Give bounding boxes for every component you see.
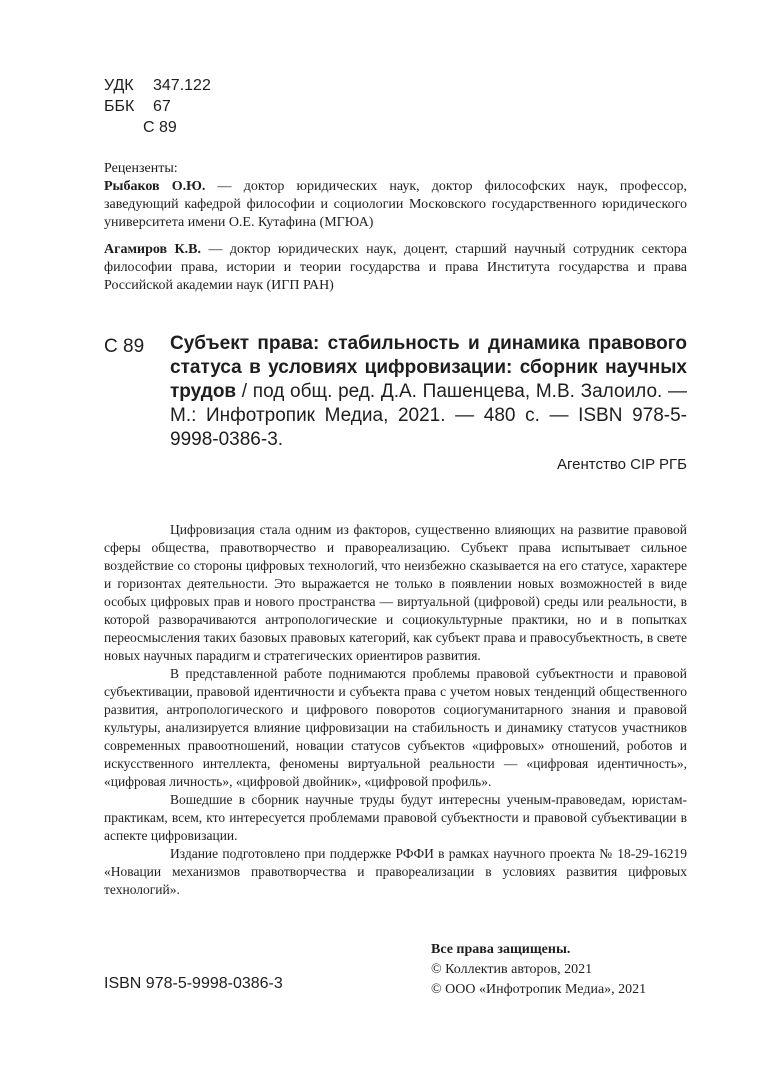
bibliographic-code: С 89 (104, 336, 145, 357)
catalog-block (104, 75, 211, 138)
copyright-block (431, 940, 646, 1000)
bbk-line (104, 96, 211, 117)
reviewers-heading: Рецензенты: (104, 161, 178, 176)
abstract-paragraph: В представленной работе поднимаются проблемы правовой субъектности и правовой субъективации, правовой идентичности и субъекта права с учетом новых тенденций общественного развития, антропологического и цифрового поворотов социогуманитарного знания и правовой культуры, анализируется влияние цифровизации на стабильность и динамику статусов участников современных правоотношений, новации статусов субъектов «цифровых» отношений, роботов и искусственного интеллекта, феномены виртуальной реальности — «цифровая идентичность», «цифровая личность», «цифровой двойник», «цифровой профиль». (104, 666, 687, 789)
udk-label: УДК (104, 77, 134, 94)
abstract-paragraph: Вошедшие в сборник научные труды будут интересны ученым-правоведам, юристам-практикам, всем, кто интересуется проблемами правовой субъектности и правовой субъективации в аспекте цифровизации. (104, 792, 687, 843)
reviewer-name: Агамиров К.В. (104, 242, 202, 257)
reviewer-name: Рыбаков О.Ю. (104, 179, 206, 194)
reviewer-description: — доктор юридических наук, доктор философских наук, профессор, заведующий кафедрой философии и социологии Московского государственного юридического университета имени О.Е. Кутафина (МГЮА) (104, 179, 687, 230)
publication-details: / под общ. ред. Д.А. Пашенцева, М.В. Залоило. — М.: Инфотропик Медиа, 2021. — 480 с. — ISBN 978-5-9998-0386-3. (170, 381, 687, 450)
reviewer-entry (104, 241, 687, 295)
udk-line (104, 75, 211, 96)
udk-value: 347.122 (153, 77, 211, 94)
isbn-line: ISBN 978-5-9998-0386-3 (104, 975, 283, 992)
author-mark: С 89 (143, 119, 177, 136)
copyright-publisher: © ООО «Инфотропик Медиа», 2021 (431, 982, 647, 997)
bbk-label: ББК (104, 98, 135, 115)
reviewer-entry (104, 178, 687, 232)
bbk-value: 67 (153, 98, 171, 115)
reviewer-description: — доктор юридических наук, доцент, старший научный сотрудник сектора философии права, истории и теории государства и права Института государства и права Российской академии наук (ИГП РАН) (104, 242, 688, 293)
abstract (104, 521, 687, 899)
abstract-paragraph: Издание подготовлено при поддержке РФФИ в рамках научного проекта № 18-29-16219 «Новации механизмов правотворчества и правореализации в условиях развития цифровых технологий». (104, 846, 687, 897)
bibliographic-description (170, 332, 687, 452)
author-mark-line (104, 117, 211, 138)
reviewers-block (104, 160, 687, 295)
cip-agency: Агентство CIP РГБ (556, 456, 687, 473)
copyright-authors: © Коллектив авторов, 2021 (431, 962, 593, 977)
abstract-paragraph: Цифровизация стала одним из факторов, существенно влияющих на развитие правовой сферы общества, правотворчество и правореализацию. Субъект права испытывает сильное воздействие со стороны цифровых технологий, что неизбежно сказывается на его статусе, характере и горизонтах деятельности. Это выражается не только в появлении новых возможностей в виде особых цифровых прав и нового пространства — виртуальной (цифровой) среды или реальности, в которой разворачиваются антропологические и социокультурные практики, но и в попытках переосмысления таких базовых правовых категорий, как субъект права и правосубъектность, в свете новых научных парадигм и стратегических ориентиров развития. (104, 522, 687, 663)
bibliographic-record (104, 332, 687, 473)
rights-reserved: Все права защищены. (431, 942, 571, 957)
book-title: Субъект права: стабильность и динамика правового статуса в условиях цифровизации: сборник научных трудов (170, 333, 687, 402)
